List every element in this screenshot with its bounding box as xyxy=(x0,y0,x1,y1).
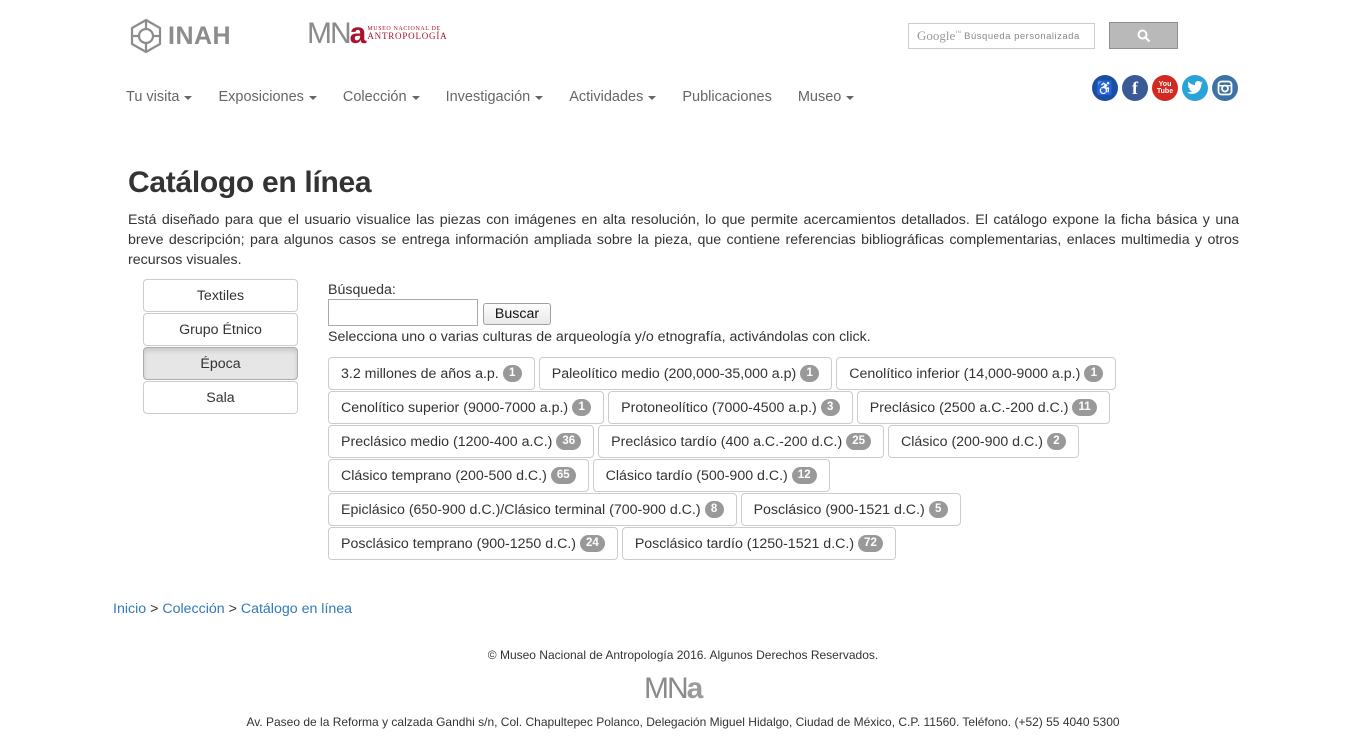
nav-item-tu-visita[interactable] xyxy=(126,88,192,106)
site-search-button[interactable] xyxy=(1109,22,1178,49)
instagram-icon[interactable] xyxy=(1212,75,1238,101)
sidebar-item-epoca[interactable]: Época xyxy=(143,347,298,380)
youtube-icon[interactable] xyxy=(1152,75,1178,101)
sidebar-item-grupo-etnico[interactable]: Grupo Étnico xyxy=(143,313,298,346)
sidebar-item-textiles[interactable]: Textiles xyxy=(143,279,298,312)
nav-label: Museo xyxy=(797,89,842,105)
footer-address: Av. Paseo de la Reforma y calzada Gandhi s/n, Col. Chapultepec Polanco, Delegación Miguel Hidalgo, Ciudad de México, C.P. 11560. Teléfono. (+52) 55 4040 5300 xyxy=(246,715,1120,729)
main-nav xyxy=(126,88,880,106)
tag-label: Posclásico (900-1521 d.C.) xyxy=(753,501,925,518)
category-sidebar xyxy=(143,279,298,415)
sidebar-item-sala[interactable]: Sala xyxy=(143,381,298,414)
tag-label: Protoneolítico (7000-4500 a.p.) xyxy=(621,399,817,416)
twitter-bird-icon xyxy=(1187,81,1203,95)
count-badge: 65 xyxy=(551,467,576,484)
tag-label: Preclásico medio (1200-400 a.C.) xyxy=(341,433,553,450)
mna-logo-mn: MN xyxy=(307,17,350,50)
nav-label: Publicaciones xyxy=(682,89,772,105)
search-icon xyxy=(1137,29,1151,43)
footer-copyright: © Museo Nacional de Antropología 2016. Algunos Derechos Reservados. xyxy=(487,648,879,662)
breadcrumb-link-inicio[interactable]: Inicio xyxy=(113,601,147,617)
count-badge: 25 xyxy=(846,433,871,450)
google-tm: ™ xyxy=(955,30,962,37)
breadcrumb-link-coleccion[interactable]: Colección xyxy=(162,601,225,617)
epoch-tag[interactable] xyxy=(598,425,884,458)
mna-logo-subtitle xyxy=(367,26,447,42)
mna-sub-line-2: ANTROPOLOGÍA xyxy=(367,31,448,42)
tag-label: Cenolítico superior (9000-7000 a.p.) xyxy=(341,399,569,416)
footer-mna-logo xyxy=(644,672,701,706)
footer-logo-mn: MN xyxy=(644,672,687,705)
nav-label: Colección xyxy=(342,89,407,105)
instagram-camera-icon xyxy=(1217,80,1233,96)
count-badge: 36 xyxy=(556,433,581,450)
search-label: Búsqueda: xyxy=(328,282,396,298)
epoch-tag[interactable] xyxy=(857,391,1110,424)
buscar-button[interactable]: Buscar xyxy=(483,303,551,325)
youtube-you: You xyxy=(1158,81,1172,88)
count-badge: 24 xyxy=(580,535,605,552)
count-badge: 12 xyxy=(792,467,817,484)
mna-logo[interactable] xyxy=(307,18,447,50)
facebook-icon[interactable]: f xyxy=(1122,75,1148,101)
mna-logo-mark xyxy=(307,18,364,50)
tag-label: Preclásico (2500 a.C.-200 d.C.) xyxy=(869,399,1069,416)
caret-down-icon xyxy=(648,96,656,100)
nav-item-actividades[interactable] xyxy=(569,88,656,106)
social-links xyxy=(1092,75,1238,101)
help-text: Selecciona uno o varias culturas de arqueología y/o etnografía, activándolas con click. xyxy=(328,329,871,345)
site-search-input[interactable] xyxy=(908,23,1095,49)
epoch-tag[interactable] xyxy=(539,357,833,390)
count-badge: 2 xyxy=(1047,433,1066,450)
tag-label: Clásico tardío (500-900 d.C.) xyxy=(605,467,788,484)
inah-logo[interactable] xyxy=(128,18,231,54)
tag-label: Clásico (200-900 d.C.) xyxy=(900,433,1043,450)
nav-label: Actividades xyxy=(569,89,644,105)
tag-label: Clásico temprano (200-500 d.C.) xyxy=(341,467,547,484)
nav-label: Investigación xyxy=(445,89,531,105)
intro-text: Está diseñado para que el usuario visualice las piezas con imágenes en alta resolución, lo que permite acercamientos detallados. El catálogo expone la ficha básica y una breve descripción; para algunos casos se entrega información ampliada sobre la pieza, que contiene referencias bibliográficas complementarias, enlaces multimedia y otros recursos visuales. xyxy=(128,212,1239,268)
nav-item-museo[interactable] xyxy=(798,88,855,106)
epoch-tag[interactable] xyxy=(328,391,604,424)
tag-label: Preclásico tardío (400 a.C.-200 d.C.) xyxy=(611,433,843,450)
count-badge: 1 xyxy=(800,365,819,382)
epoch-tag[interactable] xyxy=(328,425,594,458)
epoch-tag[interactable] xyxy=(328,357,535,390)
count-badge: 8 xyxy=(705,501,724,518)
breadcrumb-separator: > xyxy=(150,601,159,617)
caret-down-icon xyxy=(412,96,420,100)
google-brand-text: Google xyxy=(917,28,956,43)
nav-item-publicaciones[interactable] xyxy=(682,88,771,106)
tag-label: 3.2 millones de años a.p. xyxy=(341,365,499,382)
caret-down-icon xyxy=(535,96,543,100)
tag-label: Posclásico tardío (1250-1521 d.C.) xyxy=(634,535,855,552)
count-badge: 1 xyxy=(572,399,591,416)
caret-down-icon xyxy=(846,96,854,100)
count-badge: 72 xyxy=(858,535,883,552)
nav-item-investigacion[interactable] xyxy=(446,88,544,106)
mna-logo-a: a xyxy=(349,17,365,50)
epoch-tag[interactable] xyxy=(328,527,618,560)
nav-label: Tu visita xyxy=(126,89,180,105)
count-badge: 11 xyxy=(1072,399,1096,416)
catalog-search-input[interactable] xyxy=(328,299,478,326)
epoch-tag-list xyxy=(328,357,1118,560)
epoch-tag[interactable] xyxy=(836,357,1116,390)
breadcrumb-link-catalogo[interactable]: Catálogo en línea xyxy=(240,601,353,617)
caret-down-icon xyxy=(184,96,192,100)
caret-down-icon xyxy=(309,96,317,100)
breadcrumb-separator: > xyxy=(228,601,237,617)
epoch-tag[interactable] xyxy=(888,425,1079,458)
epoch-tag[interactable] xyxy=(328,493,737,526)
epoch-tag[interactable] xyxy=(741,493,961,526)
count-badge: 5 xyxy=(929,501,948,518)
epoch-tag[interactable] xyxy=(622,527,896,560)
breadcrumb xyxy=(113,601,352,617)
nav-item-exposiciones[interactable] xyxy=(218,88,316,106)
epoch-tag[interactable] xyxy=(593,459,830,492)
tag-label: Cenolítico inferior (14,000-9000 a.p.) xyxy=(849,365,1081,382)
twitter-icon[interactable] xyxy=(1182,75,1208,101)
page-title: Catálogo en línea xyxy=(128,166,372,199)
tag-label: Paleolítico medio (200,000-35,000 a.p) xyxy=(551,365,797,382)
count-badge: 1 xyxy=(1084,365,1103,382)
inah-logo-text: INAH xyxy=(168,21,232,50)
count-badge: 1 xyxy=(503,365,522,382)
epoch-tag[interactable] xyxy=(608,391,853,424)
tag-label: Epiclásico (650-900 d.C.)/Clásico terminal (700-900 d.C.) xyxy=(341,501,701,518)
tag-label: Posclásico temprano (900-1250 d.C.) xyxy=(341,535,577,552)
mna-sub-line-1: MUSEO NACIONAL DE xyxy=(367,26,441,33)
google-brand xyxy=(917,28,961,44)
youtube-tube: Tube xyxy=(1156,88,1174,95)
accessibility-icon[interactable]: ♿ xyxy=(1092,75,1118,101)
inah-emblem-icon xyxy=(128,18,164,54)
search-placeholder: Búsqueda personalizada xyxy=(964,30,1080,42)
footer-logo-a: a xyxy=(686,672,702,705)
nav-item-coleccion[interactable] xyxy=(343,88,420,106)
count-badge: 3 xyxy=(821,399,840,416)
nav-label: Exposiciones xyxy=(218,89,304,105)
epoch-tag[interactable] xyxy=(328,459,589,492)
